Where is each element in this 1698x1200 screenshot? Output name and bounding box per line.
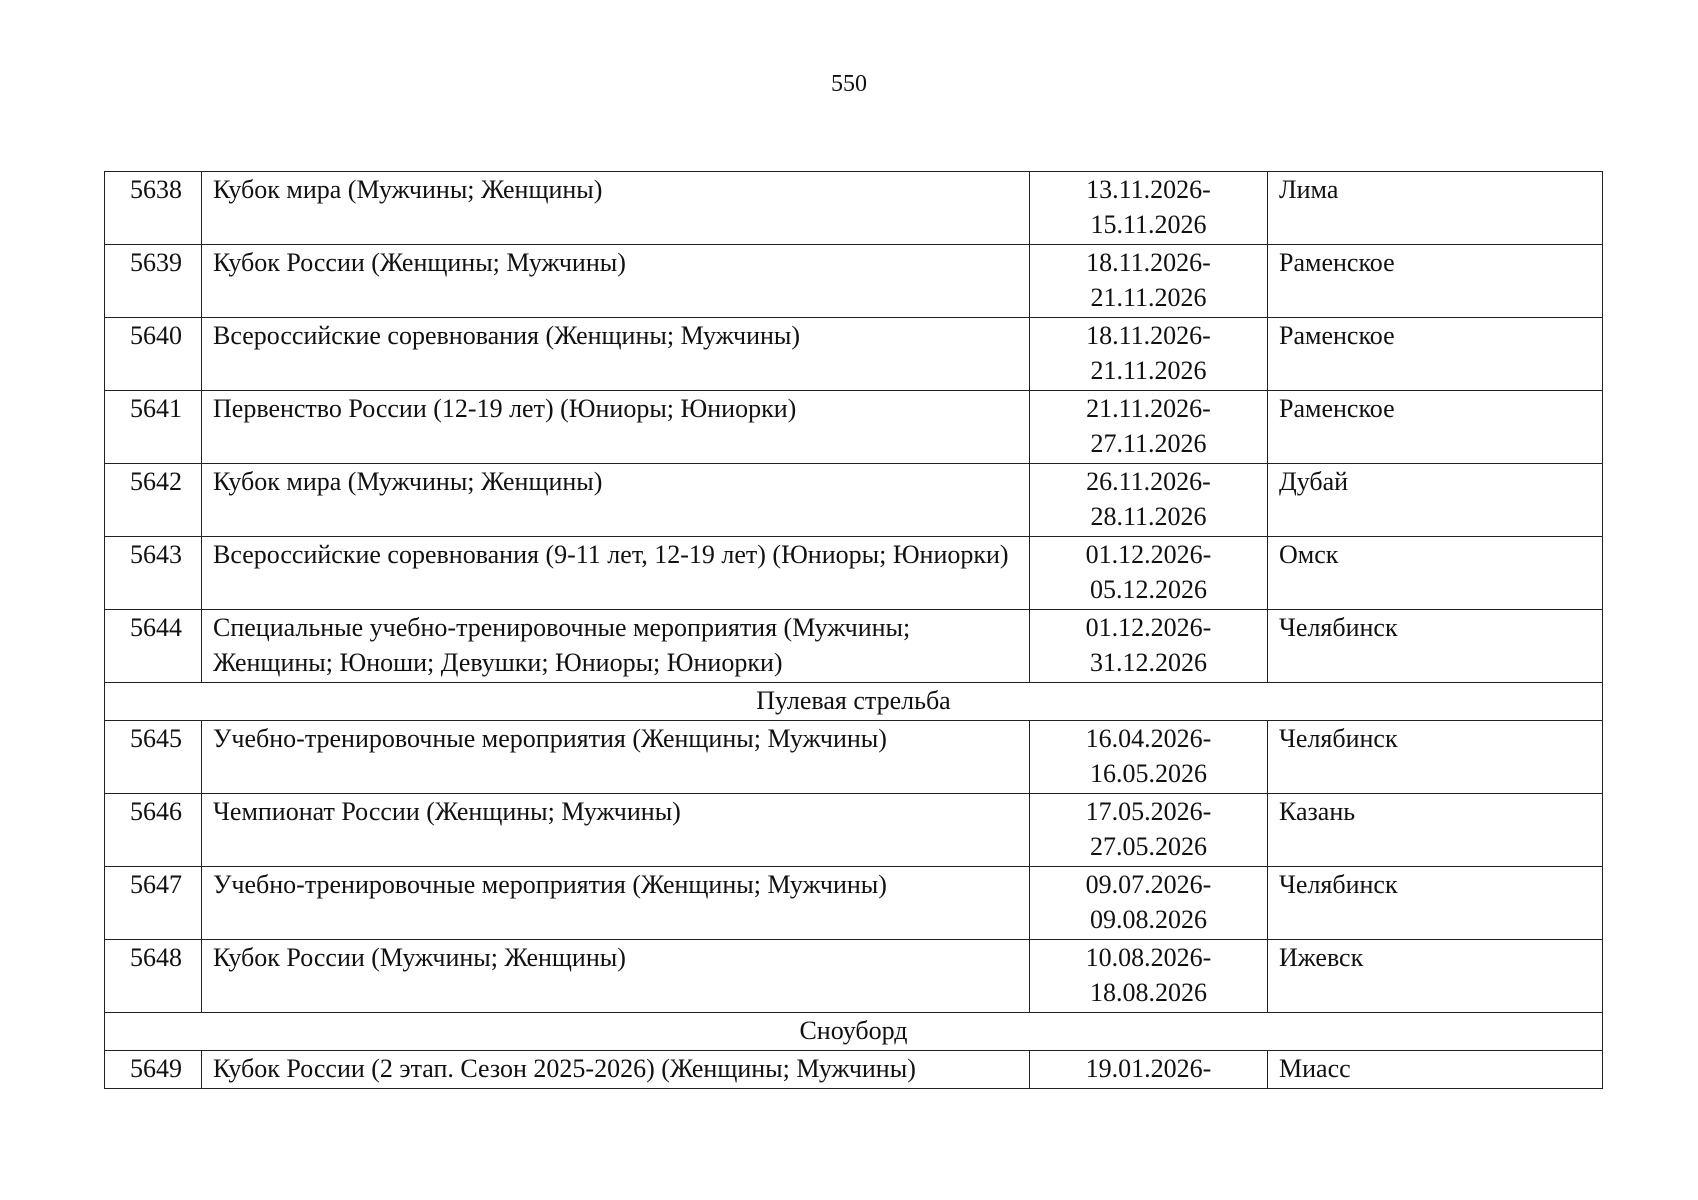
date-start: 09.07.2026- (1085, 870, 1212, 899)
event-dates (1030, 867, 1268, 940)
event-place: Лима (1268, 172, 1603, 245)
event-number: 5646 (105, 794, 202, 867)
date-start: 10.08.2026- (1085, 943, 1212, 972)
date-end: 16.05.2026 (1090, 759, 1207, 788)
section-title: Сноуборд (105, 1013, 1603, 1051)
event-place: Раменское (1268, 318, 1603, 391)
table-row (105, 794, 1603, 867)
event-number: 5638 (105, 172, 202, 245)
date-start: 18.11.2026- (1086, 248, 1211, 277)
event-number: 5648 (105, 940, 202, 1013)
date-end: 27.05.2026 (1090, 832, 1207, 861)
event-dates (1030, 537, 1268, 610)
date-start: 16.04.2026- (1085, 724, 1212, 753)
event-place: Ижевск (1268, 940, 1603, 1013)
section-title: Пулевая стрельба (105, 683, 1603, 721)
event-place: Омск (1268, 537, 1603, 610)
date-end: 09.08.2026 (1090, 905, 1207, 934)
date-end: 21.11.2026 (1090, 356, 1207, 385)
section-row (105, 683, 1603, 721)
event-name: Кубок России (2 этап. Сезон 2025-2026) (Женщины; Мужчины) (202, 1051, 1030, 1089)
date-end: 31.12.2026 (1090, 648, 1207, 677)
event-place: Челябинск (1268, 867, 1603, 940)
date-start: 01.12.2026- (1085, 613, 1212, 642)
event-place: Миасс (1268, 1051, 1603, 1089)
events-table (104, 171, 1603, 1089)
event-name: Специальные учебно-тренировочные мероприятия (Мужчины; Женщины; Юноши; Девушки; Юниоры; Юниорки) (202, 610, 1030, 683)
event-number: 5647 (105, 867, 202, 940)
event-name: Учебно-тренировочные мероприятия (Женщины; Мужчины) (202, 867, 1030, 940)
event-place: Дубай (1268, 464, 1603, 537)
event-name: Всероссийские соревнования (9-11 лет, 12-19 лет) (Юниоры; Юниорки) (202, 537, 1030, 610)
event-place: Челябинск (1268, 721, 1603, 794)
event-dates (1030, 610, 1268, 683)
date-start: 18.11.2026- (1086, 321, 1211, 350)
date-start: 13.11.2026- (1086, 175, 1211, 204)
event-number: 5645 (105, 721, 202, 794)
table-row (105, 172, 1603, 245)
table-row (105, 867, 1603, 940)
event-name: Первенство России (12-19 лет) (Юниоры; Юниорки) (202, 391, 1030, 464)
event-number: 5641 (105, 391, 202, 464)
event-number: 5643 (105, 537, 202, 610)
event-name: Кубок мира (Мужчины; Женщины) (202, 464, 1030, 537)
event-dates (1030, 318, 1268, 391)
table-row (105, 391, 1603, 464)
event-place: Челябинск (1268, 610, 1603, 683)
table-row (105, 721, 1603, 794)
event-number: 5649 (105, 1051, 202, 1089)
event-place: Казань (1268, 794, 1603, 867)
event-name: Кубок России (Мужчины; Женщины) (202, 940, 1030, 1013)
event-place: Раменское (1268, 245, 1603, 318)
event-name: Кубок России (Женщины; Мужчины) (202, 245, 1030, 318)
date-start: 26.11.2026- (1086, 467, 1211, 496)
event-dates (1030, 1051, 1268, 1089)
date-end: 21.11.2026 (1090, 283, 1207, 312)
date-end: 15.11.2026 (1090, 210, 1207, 239)
event-dates (1030, 794, 1268, 867)
section-row (105, 1013, 1603, 1051)
event-dates (1030, 245, 1268, 318)
event-dates (1030, 464, 1268, 537)
date-start: 01.12.2026- (1085, 540, 1212, 569)
event-dates (1030, 172, 1268, 245)
table-row (105, 245, 1603, 318)
table-row (105, 1051, 1603, 1089)
event-number: 5640 (105, 318, 202, 391)
event-name: Учебно-тренировочные мероприятия (Женщины; Мужчины) (202, 721, 1030, 794)
event-place: Раменское (1268, 391, 1603, 464)
date-start: 17.05.2026- (1085, 797, 1212, 826)
event-number: 5639 (105, 245, 202, 318)
table-row (105, 940, 1603, 1013)
table-row (105, 610, 1603, 683)
event-name: Всероссийские соревнования (Женщины; Мужчины) (202, 318, 1030, 391)
table-row (105, 464, 1603, 537)
event-dates (1030, 391, 1268, 464)
date-end: 18.08.2026 (1090, 978, 1207, 1007)
event-name: Кубок мира (Мужчины; Женщины) (202, 172, 1030, 245)
date-end: 28.11.2026 (1090, 502, 1207, 531)
table-row (105, 318, 1603, 391)
date-start: 19.01.2026- (1085, 1054, 1212, 1083)
event-dates (1030, 940, 1268, 1013)
event-number: 5644 (105, 610, 202, 683)
date-end: 05.12.2026 (1090, 575, 1207, 604)
date-end: 27.11.2026 (1090, 429, 1207, 458)
date-start: 21.11.2026- (1086, 394, 1211, 423)
page-number: 550 (831, 71, 867, 97)
event-number: 5642 (105, 464, 202, 537)
table-row (105, 537, 1603, 610)
event-name: Чемпионат России (Женщины; Мужчины) (202, 794, 1030, 867)
event-dates (1030, 721, 1268, 794)
